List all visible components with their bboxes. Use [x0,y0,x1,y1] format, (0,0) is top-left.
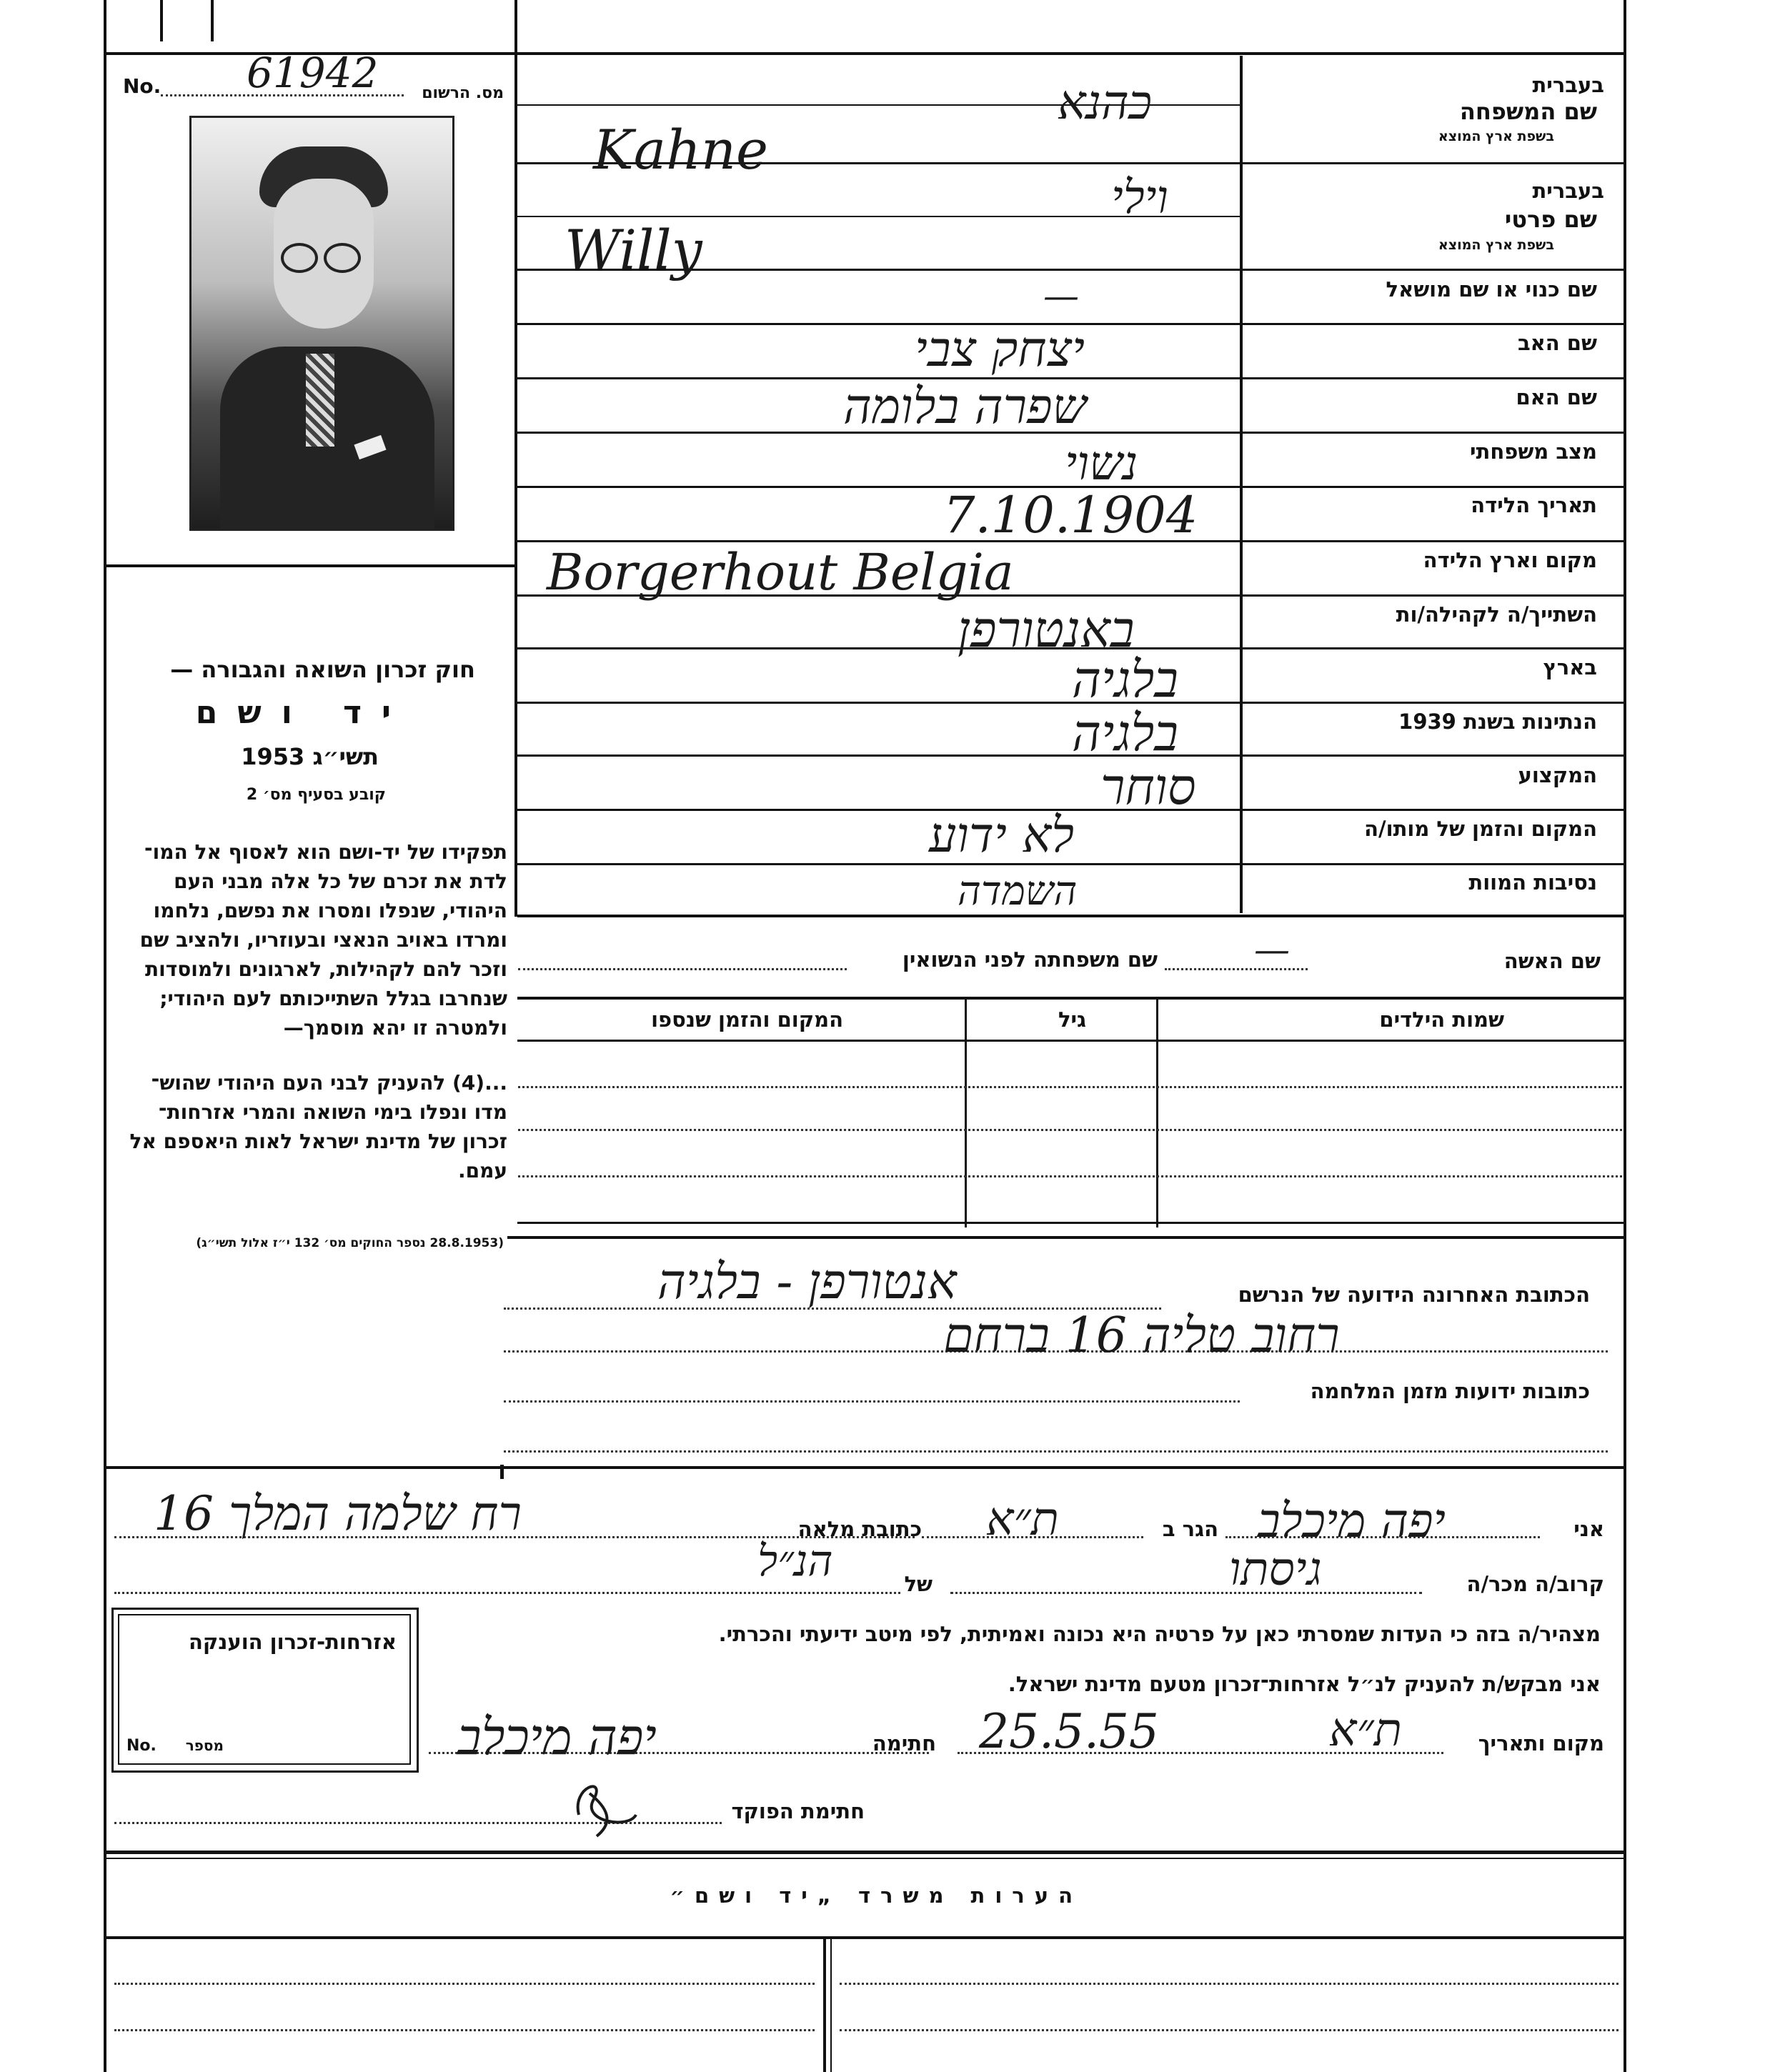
war-address-dots-2 [504,1450,1608,1453]
remarks-line-l2 [114,2029,815,2031]
law-org: יד ושם [195,694,411,731]
of-value: הנ״ל [757,1536,833,1586]
law-year: תשי״ג 1953 [241,743,379,770]
first-name-he-value: וילי [1111,171,1168,224]
children-col-2 [1156,999,1158,1227]
war-address-label: כתובות ידועות מזמן המלחמה [1310,1379,1590,1403]
remarks-split-2 [830,1936,832,2072]
law-para-2: ...(4) להעניק לבני העם היהודי שהוש־ מדו ונפלו בימי השואה והמרי אזרחות־ זכרון של מדינת ישראל לאות היאספם אל עמם. [129,1071,507,1182]
left-column-divider [514,52,517,917]
declarant-city: ת״א [986,1493,1059,1546]
children-col-1 [965,999,967,1227]
children-row-3 [518,1175,1622,1177]
of-dots [114,1592,900,1594]
last-address-label: הכתובת האחרונה הידועה של הנרשם [1238,1282,1590,1307]
left-border [104,0,106,2072]
mother-label: שם האם [1516,385,1597,409]
citizenship-value: בלגיה [1072,704,1178,762]
death-place-label: המקום והזמן של מותו/ה [1364,817,1597,841]
top-tick-2 [211,0,214,41]
law-number: (28.8.1953 נספר החוקים מס׳ 132 י״ז אלול תשי״ג) [196,1236,504,1250]
place-value: ת״א [1329,1704,1402,1757]
declarant-address-label: כתובת מלאה [797,1517,922,1541]
marital-label: מצב משפחתי [1469,439,1597,464]
wife-dots-2 [518,968,847,970]
remarks-top-1 [104,1851,1626,1854]
profession-value: סוחר [1100,757,1196,816]
date-value: 25.5.55 [979,1704,1159,1759]
children-header-place: המקום והזמן שנספו [651,1007,843,1032]
officer-signature-label: חתימת הפוקד [731,1799,865,1823]
first-name-label: שם פרטי [1504,206,1597,233]
signature-value: יפה מיכלב [457,1708,657,1766]
citizenship-box-no: No. [126,1737,156,1755]
last-address-line-1: אנטורפן - בלגיה [657,1254,957,1310]
community-label: השתייך/ה לקהילה/ות [1396,602,1597,627]
declarant-address: רח שלמה המלך 16 [154,1486,522,1541]
birthdate-label: תאריך הלידה [1471,493,1597,517]
declaration-section-top [104,1466,1626,1469]
marital-value: נשוי [1065,436,1138,491]
family-name-origin-sub: בשפת ארץ המוצא [1438,129,1554,144]
children-row-2 [518,1129,1622,1131]
photo-tie [306,354,334,447]
war-address-dots-1 [504,1400,1240,1403]
birthplace-label: מקום וארץ הלידה [1423,548,1597,572]
of-label: של [904,1572,933,1596]
children-row-1 [518,1086,1622,1088]
statement-2: אני מבקש/ת להעניק לנ״ל אזרחות־זכרון מטעם מדינת ישראל. [1008,1672,1601,1696]
first-name-lat-value: Willy [565,218,702,282]
citizenship-box-title: אזרחות-זכרון הוענקה [188,1630,397,1654]
profession-label: המקצוע [1518,763,1597,787]
last-address-line-2: רחוב טליה 16 ברחם [943,1308,1340,1364]
birthplace-value: Borgerhout Belgia [547,543,1014,602]
portrait-photo [189,116,454,531]
row-line-11 [517,754,1625,757]
father-value: יצחק צבי [915,322,1085,378]
citizenship-label: הנתינות בשנת 1939 [1398,709,1597,734]
place-date-label: מקום ותאריך [1478,1731,1604,1755]
children-header-names: שמות הילדים [1379,1007,1504,1032]
remarks-title: הערות משרד „יד ושם״ [670,1883,1083,1908]
row-line-10 [517,702,1625,704]
photo-glasses-left [281,243,318,273]
declarant-i-label: אני [1573,1517,1604,1541]
top-tick-1 [160,0,163,41]
registration-number: 61942 [247,49,379,97]
row-line-14 [517,915,1625,917]
law-title: חוק זכרון השואה והגבורה — [170,656,475,683]
law-para-1: תפקידו של יד-ושם הוא לאסוף אל המו־ לדת את זכרם של כל אלה מבני העם היהודי, שנפלו ומסרו את נפשם, נלחמו ומרדו באויב הנאצי ובעוזריו, ולהציב שם וזכר להם לקהילות, לארגונים ולמוסדות שנחרבו בגלל השתייכותם לעם היהודי; ולמטרה זו יהא מוסמך— [139,840,507,1040]
remarks-split-1 [823,1936,826,2072]
remarks-line-r1 [840,1983,1619,1985]
label-column-divider [1240,56,1243,913]
father-label: שם האב [1517,331,1597,355]
address-section-top [507,1236,1626,1239]
family-name-lat-value: Kahne [593,118,768,181]
relation-dots [950,1592,1422,1594]
wife-value: — [1254,929,1290,970]
officer-signature-scribble [565,1772,650,1843]
wife-label: שם האשה [1503,949,1601,973]
first-name-origin-sub: בשפת ארץ המוצא [1438,237,1554,253]
nickname-label: שם כנוי או שם מושאל [1386,277,1597,302]
family-name-label: שם המשפחה [1459,98,1597,125]
country-label: בארץ [1543,655,1597,679]
registration-no-label: No. [123,74,161,98]
signature-label: חתימה [872,1731,936,1755]
remarks-top-2 [104,1858,1626,1859]
law-clause: קובע בסעיף מס׳ 2 [246,786,386,804]
children-table-top [517,997,1625,1000]
remarks-line-r2 [840,2029,1619,2031]
registration-label-he: מס. הרשום [422,84,504,102]
death-place-value: לא ידוע [929,807,1075,864]
citizenship-box-number-label: מספר [185,1737,224,1754]
family-name-he-sub: בעברית [1532,73,1604,97]
children-table-bottom [517,1222,1625,1224]
nickname-value: — [1043,275,1079,317]
photo-glasses-right [324,243,361,273]
citizenship-box [111,1608,419,1773]
first-name-he-sub: בעברית [1532,179,1604,203]
relation-value: גיסתו [1229,1543,1322,1596]
death-circ-label: נסיבות המוות [1468,870,1597,895]
children-table-header-bottom [517,1040,1625,1042]
remarks-header-bottom [104,1936,1626,1939]
wife-maiden-label: שם משפחתה לפני הנשואין [902,947,1158,972]
top-tick-3 [514,0,517,52]
declarant-resides-label: הגר ב [1162,1517,1218,1541]
birthdate-value: 7.10.1904 [943,486,1198,544]
remarks-line-l1 [114,1983,815,1985]
relation-label: קרוב/ה מכר/ה [1466,1572,1604,1596]
family-name-he-value: כהנא [1058,75,1152,130]
statement-1: מצהיר/ה בזה כי העדות שמסרתי כאן על פרטיה היא נכונה ואמיתית, לפי מיטב ידיעתי והכרתי. [718,1622,1601,1646]
community-value: באנטורפן [958,600,1135,659]
mother-value: שפרה בלומה [843,379,1087,435]
children-header-age: גיל [1058,1007,1086,1032]
death-circ-value: השמדה [958,868,1078,915]
country-value: בלגיה [1072,650,1178,709]
left-photo-bottom [104,564,517,567]
declarant-name: יפה מיכלב [1258,1493,1446,1548]
right-border [1624,0,1626,2072]
